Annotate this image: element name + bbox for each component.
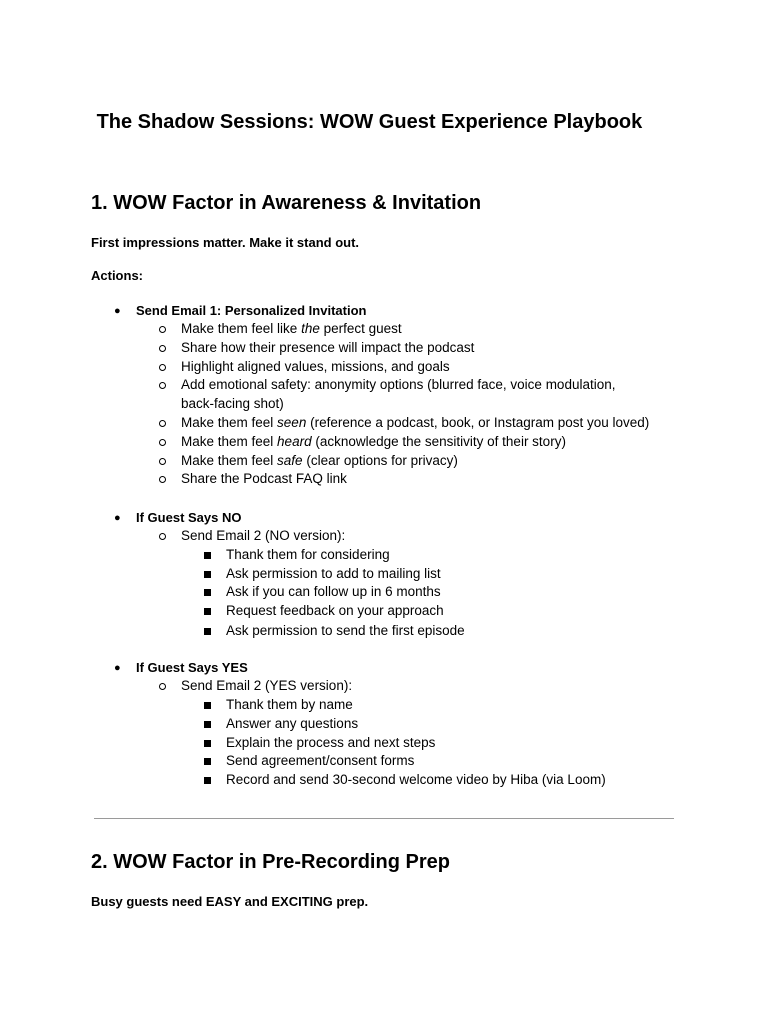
list-item: Add emotional safety: anonymity options (blurred face, voice modulation, bbox=[181, 377, 616, 392]
circle-bullet-icon bbox=[159, 458, 166, 465]
section-1-tagline: First impressions matter. Make it stand out. bbox=[91, 235, 360, 250]
square-bullet-icon bbox=[204, 721, 211, 728]
actions-label: Actions: bbox=[91, 268, 143, 283]
list-item: Make them feel seen (reference a podcast, book, or Instagram post you loved) bbox=[181, 415, 650, 430]
section-2-heading: 2. WOW Factor in Pre-Recording Prep bbox=[91, 851, 450, 873]
circle-bullet-icon bbox=[159, 420, 166, 427]
circle-bullet-icon bbox=[159, 439, 166, 446]
list-item: Ask permission to add to mailing list bbox=[226, 566, 441, 581]
circle-bullet-icon bbox=[159, 476, 166, 483]
no-branch-label: If Guest Says NO bbox=[136, 510, 242, 525]
list-item: Ask permission to send the first episode bbox=[226, 623, 465, 638]
square-bullet-icon bbox=[204, 702, 211, 709]
circle-bullet-icon bbox=[159, 683, 166, 690]
list-item: Highlight aligned values, missions, and goals bbox=[181, 359, 450, 374]
list-item-continuation: back-facing shot) bbox=[181, 396, 284, 411]
list-item: Make them feel heard (acknowledge the sensitivity of their story) bbox=[181, 434, 566, 449]
square-bullet-icon bbox=[204, 608, 211, 615]
list-item: Ask if you can follow up in 6 months bbox=[226, 584, 441, 599]
circle-bullet-icon bbox=[159, 326, 166, 333]
square-bullet-icon bbox=[204, 740, 211, 747]
list-item: Share how their presence will impact the podcast bbox=[181, 340, 475, 355]
document-title-text: The Shadow Sessions: WOW Guest Experience Playbook bbox=[96, 111, 643, 133]
list-item: Thank them for considering bbox=[226, 547, 390, 562]
section-2-tagline: Busy guests need EASY and EXCITING prep. bbox=[91, 894, 369, 909]
list-item: Make them feel like the perfect guest bbox=[181, 321, 402, 336]
disc-bullet-icon: ● bbox=[114, 305, 121, 317]
disc-bullet-icon: ● bbox=[114, 512, 121, 524]
square-bullet-icon bbox=[204, 571, 211, 578]
list-item: Explain the process and next steps bbox=[226, 735, 436, 750]
horizontal-divider bbox=[94, 818, 674, 819]
square-bullet-icon bbox=[204, 589, 211, 596]
disc-bullet-icon: ● bbox=[114, 662, 121, 674]
list-item: Send Email 2 (NO version): bbox=[181, 528, 346, 543]
document-title bbox=[91, 107, 651, 137]
square-bullet-icon bbox=[204, 758, 211, 765]
list-item: Record and send 30-second welcome video by Hiba (via Loom) bbox=[226, 772, 606, 787]
list-item: Request feedback on your approach bbox=[226, 603, 444, 618]
circle-bullet-icon bbox=[159, 382, 166, 389]
yes-branch-label: If Guest Says YES bbox=[136, 660, 248, 675]
email-1-label: Send Email 1: Personalized Invitation bbox=[136, 303, 367, 318]
square-bullet-icon bbox=[204, 552, 211, 559]
list-item: Share the Podcast FAQ link bbox=[181, 471, 347, 486]
section-1-heading: 1. WOW Factor in Awareness & Invitation bbox=[91, 192, 482, 214]
square-bullet-icon bbox=[204, 628, 211, 635]
circle-bullet-icon bbox=[159, 345, 166, 352]
list-item: Send Email 2 (YES version): bbox=[181, 678, 353, 693]
list-item: Thank them by name bbox=[226, 697, 353, 712]
circle-bullet-icon bbox=[159, 364, 166, 371]
list-item: Answer any questions bbox=[226, 716, 359, 731]
list-item: Make them feel safe (clear options for privacy) bbox=[181, 453, 458, 468]
circle-bullet-icon bbox=[159, 533, 166, 540]
square-bullet-icon bbox=[204, 777, 211, 784]
list-item: Send agreement/consent forms bbox=[226, 753, 415, 768]
